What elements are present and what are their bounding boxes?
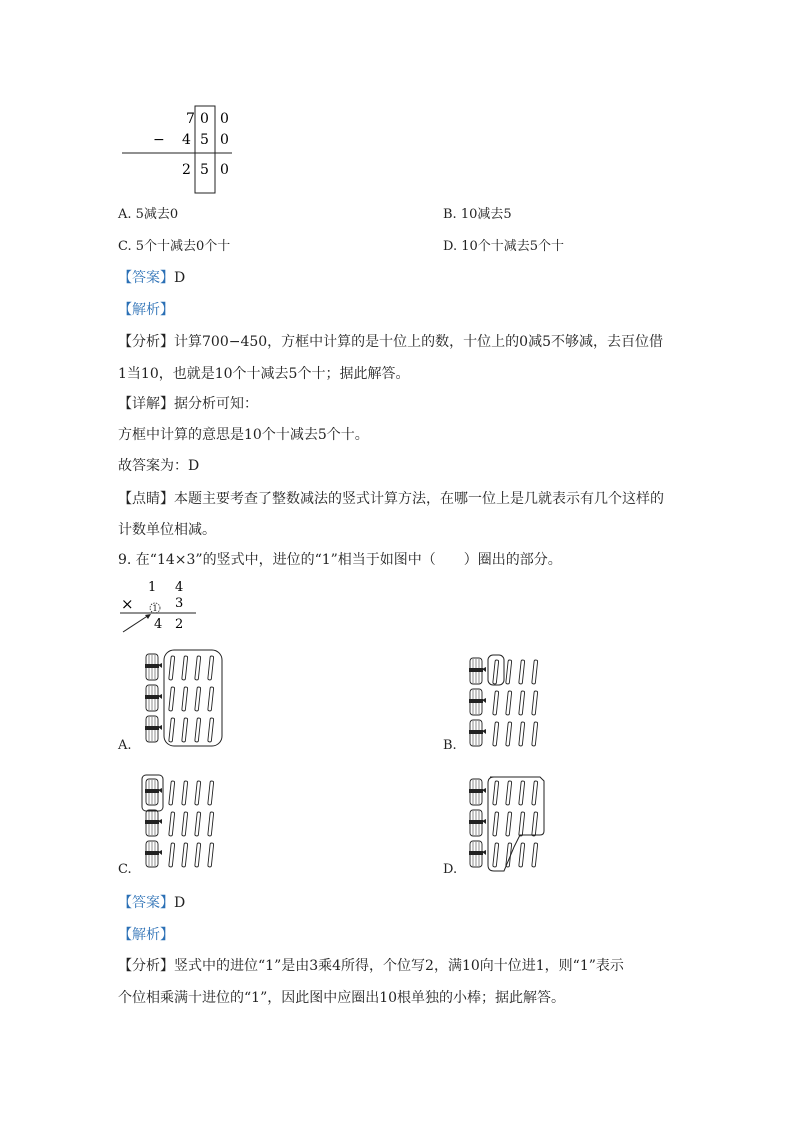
- answer-tag: 【答案】: [118, 895, 174, 911]
- answer-line: [118, 893, 185, 913]
- answer-line: [118, 268, 185, 288]
- stick-icon: [208, 687, 214, 711]
- stick-icon: [519, 660, 525, 684]
- explain-tag: 【解析】: [118, 302, 174, 318]
- detail-line-2: 方框中计算的意思是10个十减去5个十。: [118, 427, 369, 443]
- analysis-line-2: 个位相乘满十进位的“1”，因此图中应圈出10根单独的小棒；据此解答。: [118, 990, 566, 1006]
- option-c: C. 5个十减去0个十: [118, 239, 231, 254]
- stick-icon: [182, 718, 188, 742]
- stick-icon: [208, 656, 214, 680]
- stick-bundle-icon: [469, 720, 486, 746]
- stick-icon: [493, 781, 499, 805]
- stick-icon: [208, 843, 214, 867]
- detail-tag: 【详解】: [118, 396, 174, 412]
- answer-tag: 【答案】: [118, 270, 174, 286]
- stick-bundle-icon: [469, 689, 486, 715]
- figure-label-c: C.: [118, 862, 132, 877]
- minus-sign: −: [153, 132, 165, 148]
- sticks-figure-d: [464, 773, 550, 873]
- explain-tag: 【解析】: [118, 927, 174, 943]
- analysis-tag: 【分析】: [118, 958, 174, 974]
- comment-tag: 【点睛】: [118, 491, 174, 507]
- digit: 1: [148, 580, 157, 595]
- stick-icon: [506, 691, 512, 715]
- stick-icon: [195, 812, 201, 836]
- stick-icon: [182, 781, 188, 805]
- stick-icon: [208, 812, 214, 836]
- analysis-line-2: 1当10，也就是10个十减去5个十；据此解答。: [118, 366, 410, 382]
- stick-icon: [519, 843, 525, 867]
- digit: 4: [154, 617, 163, 632]
- stick-icon: [532, 812, 538, 836]
- stick-icon: [532, 691, 538, 715]
- analysis-line: [118, 332, 663, 352]
- stick-icon: [208, 781, 214, 805]
- option-d: D. 10个十减去5个十: [443, 239, 565, 254]
- stick-icon: [519, 722, 525, 746]
- digit: 4: [182, 132, 191, 148]
- stick-icon: [493, 812, 499, 836]
- stick-icon: [182, 656, 188, 680]
- stick-icon: [506, 812, 512, 836]
- stick-icon: [532, 843, 538, 867]
- figure-label-d: D.: [443, 862, 458, 877]
- digit: 2: [182, 162, 191, 178]
- stick-icon: [195, 781, 201, 805]
- answer-value: D: [174, 895, 186, 911]
- digit: 0: [220, 132, 229, 148]
- comment-text: 本题主要考查了整数减法的竖式计算方法，在哪一位上是几就表示有几个这样的: [174, 491, 664, 507]
- sticks-figure-a: [140, 648, 226, 748]
- question-9-stem: 9. 在“14×3”的竖式中，进位的“1”相当于如图中（ ）圈出的部分。: [118, 552, 562, 568]
- option-b: B. 10减去5: [443, 207, 512, 222]
- digit: 7: [186, 111, 195, 127]
- analysis-line: [118, 956, 624, 976]
- carry-digit: 1: [152, 604, 158, 613]
- stick-bundle-icon: [145, 716, 162, 742]
- stick-icon: [506, 722, 512, 746]
- subtraction-figure: [118, 100, 248, 200]
- stick-icon: [195, 843, 201, 867]
- option-a: A. 5减去0: [118, 207, 179, 222]
- stick-icon: [493, 660, 499, 684]
- stick-icon: [182, 687, 188, 711]
- stick-icon: [519, 812, 525, 836]
- stick-icon: [182, 843, 188, 867]
- stick-bundle-icon: [145, 841, 162, 867]
- digit: 0: [200, 111, 209, 127]
- analysis-text: 竖式中的进位“1”是由3乘4所得，个位写2，满10向十位进1，则“1”表示: [174, 958, 624, 974]
- detail-text: 据分析可知：: [174, 396, 258, 412]
- stick-icon: [169, 687, 175, 711]
- detail-line-3: 故答案为：D: [118, 458, 200, 474]
- stick-icon: [169, 812, 175, 836]
- stick-icon: [169, 656, 175, 680]
- stick-icon: [169, 781, 175, 805]
- stick-bundle-icon: [145, 779, 162, 805]
- stick-bundle-icon: [145, 685, 162, 711]
- stick-icon: [493, 843, 499, 867]
- stick-bundle-icon: [145, 654, 162, 680]
- stick-icon: [532, 660, 538, 684]
- sticks-figure-b: [464, 652, 550, 752]
- stick-icon: [182, 812, 188, 836]
- stick-bundle-icon: [469, 810, 486, 836]
- analysis-tag: 【分析】: [118, 334, 174, 350]
- stick-bundle-icon: [469, 658, 486, 684]
- detail-line: [118, 394, 258, 414]
- stick-icon: [195, 656, 201, 680]
- stick-bundle-icon: [469, 779, 486, 805]
- answer-value: D: [174, 270, 186, 286]
- times-sign: ×: [121, 595, 134, 613]
- sticks-figure-c: [140, 773, 226, 873]
- digit: 2: [175, 617, 184, 632]
- comment-line: [118, 489, 664, 509]
- stick-bundle-icon: [469, 841, 486, 867]
- stick-icon: [169, 843, 175, 867]
- stick-icon: [519, 781, 525, 805]
- figure-label-b: B.: [443, 738, 457, 753]
- stick-bundle-icon: [145, 810, 162, 836]
- stick-icon: [195, 718, 201, 742]
- digit: 4: [175, 580, 184, 595]
- digit: 5: [200, 132, 209, 148]
- arrow-line: [123, 615, 149, 632]
- digit: 5: [200, 162, 209, 178]
- comment-line-2: 计数单位相减。: [118, 522, 216, 538]
- analysis-text: 计算700−450，方框中计算的是十位上的数，十位上的0减5不够减，去百位借: [174, 334, 663, 350]
- stick-icon: [506, 781, 512, 805]
- digit: 3: [175, 596, 184, 611]
- stick-icon: [532, 722, 538, 746]
- digit: 0: [220, 111, 229, 127]
- stick-icon: [532, 781, 538, 805]
- stick-icon: [169, 718, 175, 742]
- stick-icon: [519, 691, 525, 715]
- stick-icon: [493, 722, 499, 746]
- stick-icon: [208, 718, 214, 742]
- stick-icon: [195, 687, 201, 711]
- stick-icon: [506, 660, 512, 684]
- multiplication-figure: [118, 574, 208, 636]
- digit: 0: [220, 162, 229, 178]
- stick-icon: [493, 691, 499, 715]
- figure-label-a: A.: [118, 738, 132, 753]
